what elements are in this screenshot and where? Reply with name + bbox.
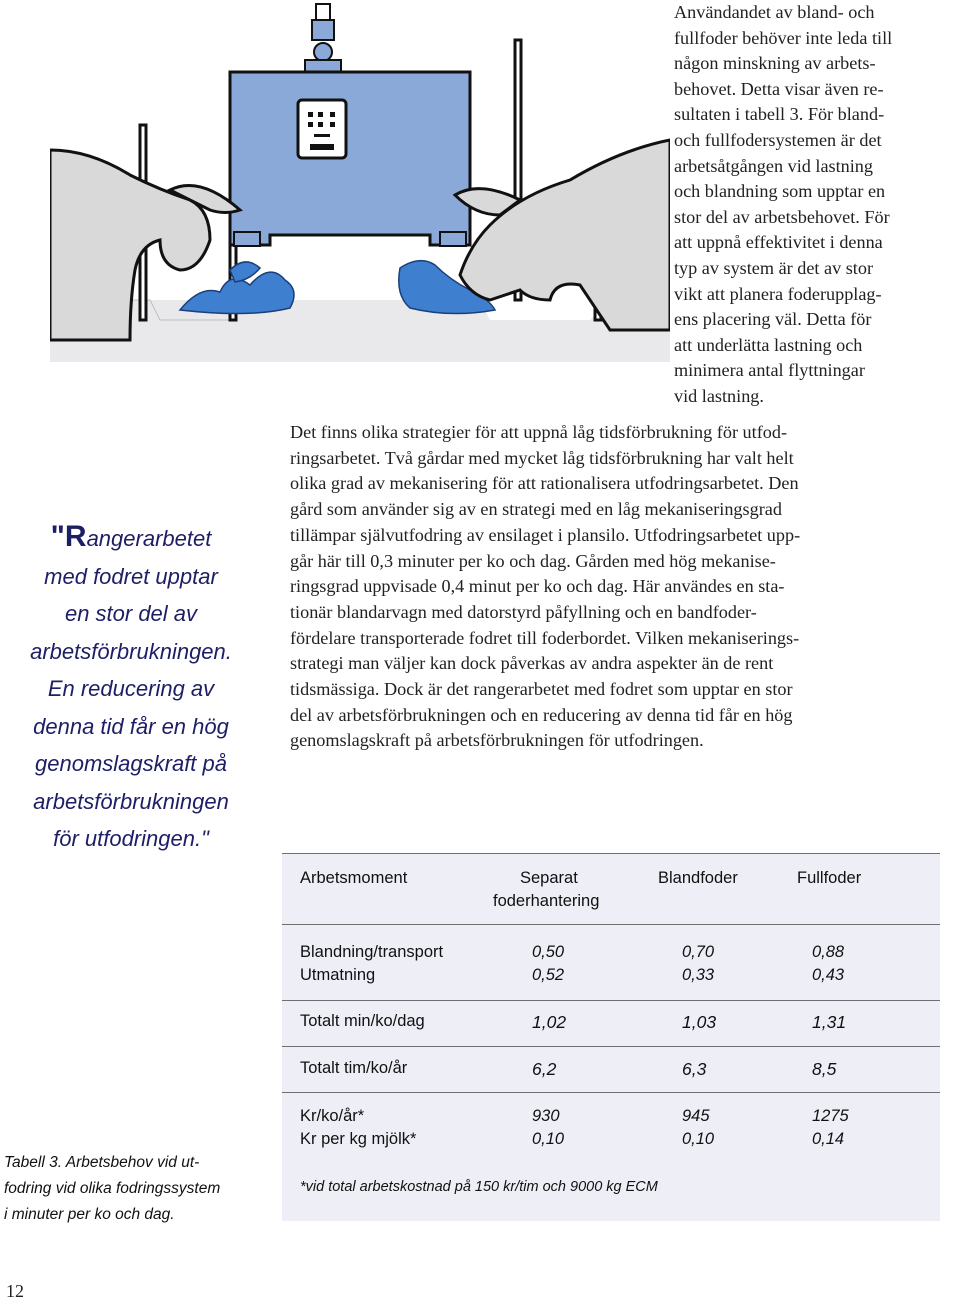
row-label: Kr per kg mjölk* [300,1130,417,1148]
dispenser-machine [230,4,470,246]
header-foderhantering: foderhantering [493,892,600,910]
table-top-rule [282,853,940,854]
table-caption: Tabell 3. Arbetsbehov vid ut- fodring vid olika fodringssystem i minuter per ko och dag. [4,1154,221,1223]
table-rule [282,1092,940,1093]
row-value: 8,5 [812,1059,837,1079]
table-3 [282,853,940,1221]
table-rule [282,1000,940,1001]
body-paragraph: Det finns olika strategier för att uppnå låg tidsförbrukning för utfod- ringsarbetet. Två gårdar med mycket låg tidsförbrukning har valt helt olika grad av mekanisering för att rationalisera utfodringsarbetet. Den gård som använder sig av en strategi med en låg mekaniseringsgrad tillämpar självutfodring av ensilaget i plansilo. Utfodringsarbetet upp- går här till 0,3 minuter per ko och dag. Gården med hög mekanise- ringsgrad uppvisade 0,4 minut per ko och dag. Här användes en sta- tionär blandarvagn med datorstyrd påfyllning och en bandfoder- fördelare transporterade fodret till foderbordet. Vilken mekaniserings- strategi man väljer kan dock påverkas av andra aspekter än de rent tidsmässiga. Dock är det rangerarbetet med fodret som upptar en stor del av arbetsförbrukningen och en reducering av denna tid får en hög genomslagskraft på arbetsförbrukningen för utfodringen. [290,422,801,751]
row-value: 0,43 [812,966,845,984]
row-value: 0,52 [532,966,565,984]
row-value: 0,33 [682,966,715,984]
pull-quote [0,518,262,858]
table-footnote: *vid total arbetskostnad på 150 kr/tim och 9000 kg ECM [300,1179,658,1195]
row-value: 0,10 [682,1130,715,1148]
row-label: Totalt min/ko/dag [300,1012,425,1030]
intro-paragraph: Användandet av bland- och fullfoder behöver inte leda till någon minskning av arbets- behovet. Detta visar även re- sultaten i tabell 3. För bland- och fullfodersystemen är det arbetsåtgången vid lastning och blandning som upptar en stor del av arbetsbehovet. För att uppnå effektivitet i denna typ av system är det av stor vikt att planera foderupplag- ens placering väl. Detta för att underlätta lastning och minimera antal flyttningar vid lastning. [674,2,893,406]
row-value: 6,2 [532,1059,557,1079]
row-value: 0,70 [682,943,715,961]
row-label: Utmatning [300,966,376,984]
row-label: Kr/ko/år* [300,1107,365,1125]
row-value: 6,3 [682,1059,707,1079]
row-value: 930 [532,1107,560,1125]
row-value: 0,10 [532,1130,565,1148]
row-value: 1,31 [812,1012,847,1032]
row-label: Totalt tim/ko/år [300,1059,408,1077]
row-value: 1275 [812,1107,849,1125]
header-separat: Separat [520,869,578,887]
row-value: 1,03 [682,1012,717,1032]
row-value: 0,14 [812,1130,845,1148]
row-value: 0,88 [812,943,845,961]
table-rule [282,1046,940,1047]
row-value: 945 [682,1107,710,1125]
table-rule [282,924,940,925]
row-value: 1,02 [532,1012,567,1032]
page-number: 12 [6,1281,24,1301]
header-fullfoder: Fullfoder [797,869,862,887]
quote-text: angerarbetet med fodret upptar en stor del av arbetsförbrukningen. En reducering av denna tid får en hög genomslagskraft på arbetsförbrukningen för utfodringen." [30,526,232,851]
header-blandfoder: Blandfoder [658,869,738,887]
row-label: Blandning/transport [300,943,444,961]
feeding-illustration [50,0,670,362]
header-arbetsmoment: Arbetsmoment [300,869,408,887]
quote-open: "R [50,520,87,553]
row-value: 0,50 [532,943,565,961]
